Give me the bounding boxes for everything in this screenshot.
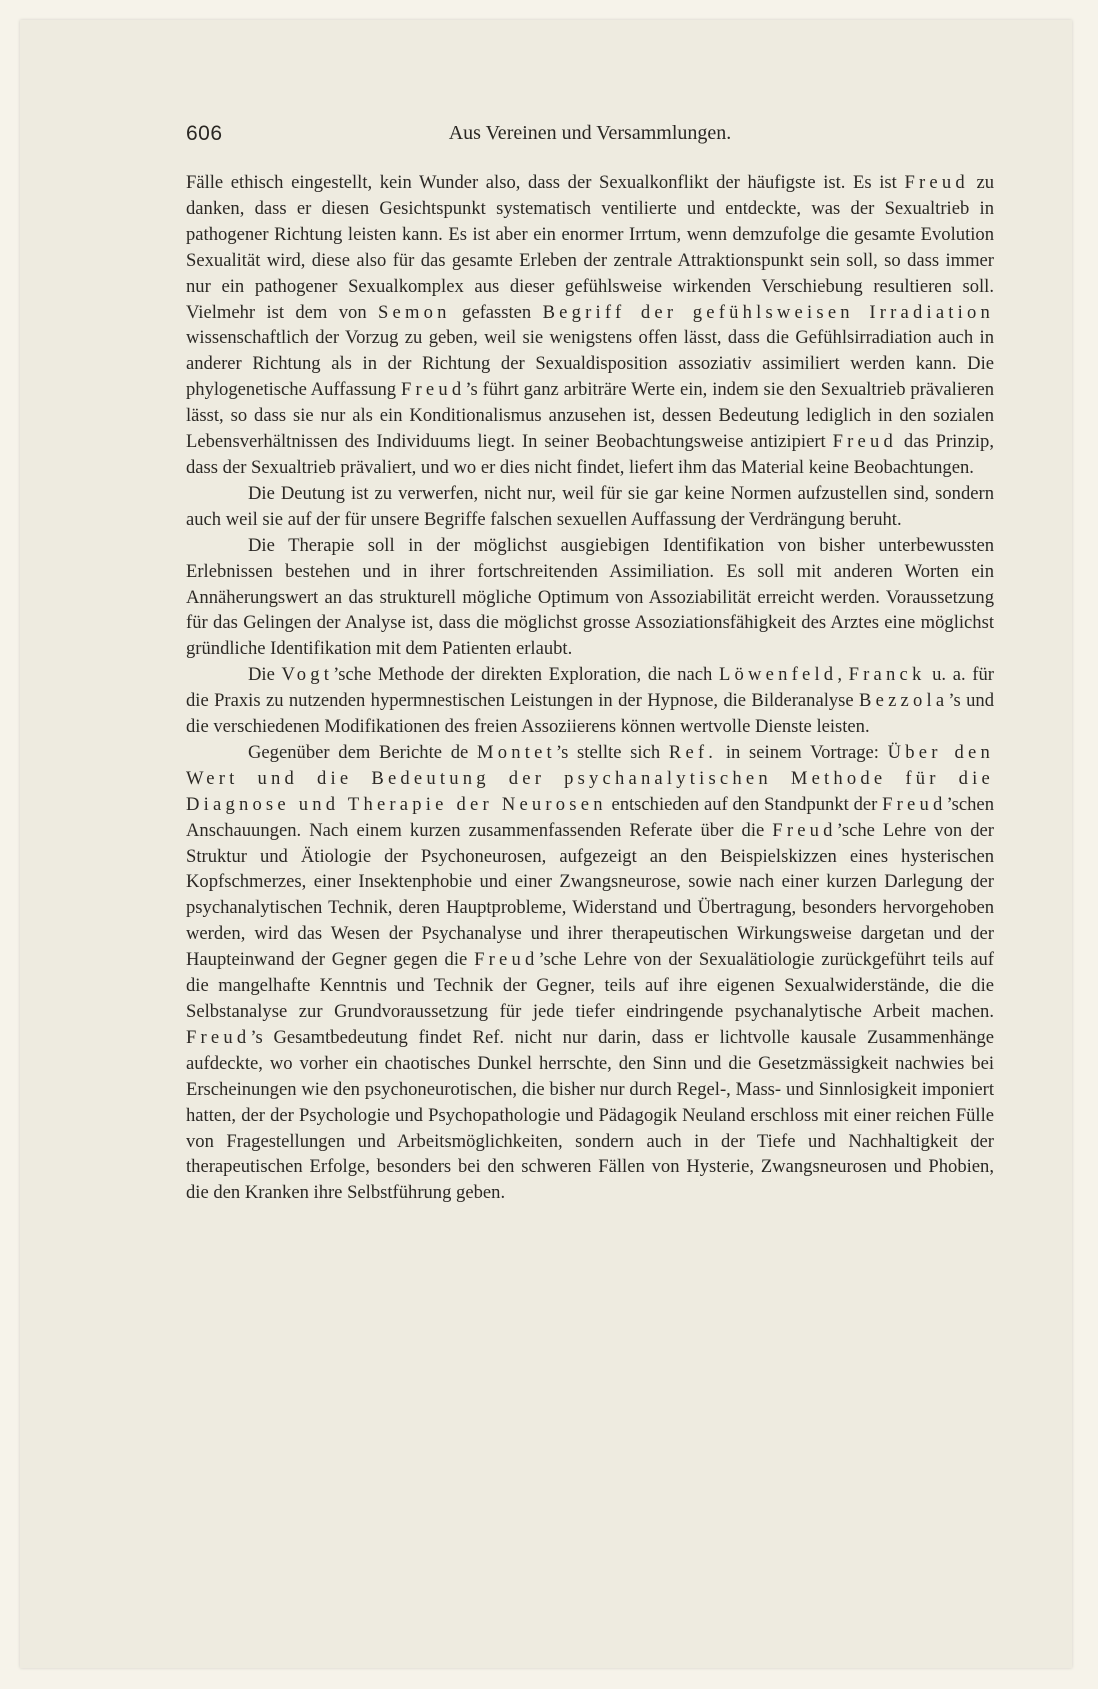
text-run: ’schen Anschauungen. Nach einem kurzen zusammenfassenden Referate über die <box>186 793 994 841</box>
text-run: Fälle ethisch eingestellt, kein Wunder also, dass der Sexualkonflikt der häufigste ist. Es ist <box>186 172 905 193</box>
spaced-emphasis: Begriff der gefühlsweisen Irradiation <box>542 301 994 323</box>
spaced-emphasis: Über den Wert und die Bedeutung der psychanalytischen Methode für die Diagnose und Therapie der Neurosen <box>186 741 995 815</box>
spaced-emphasis: Ref. <box>668 741 718 763</box>
paragraph <box>186 662 994 740</box>
text-run: , <box>837 664 849 686</box>
text-run: ’sche Lehre von der Struktur und Ätiologie der Psychoneurosen, aufgezeigt an den Beispielskizzen eines hysterischen Kopfschmerzes, einer Insektenphobie und einer Zwangsneurose, sowie nach einer kurzen Darlegung der psychanalytischen Technik, deren Hauptprobleme, Widerstand und Übertragung, besonders hervorgehoben werden, wird das Wesen der Psychanalyse und ihrer therapeutischen Wirkungsweise dargetan und der Haupteinwand der Gegner gegen die <box>186 819 994 971</box>
paragraph <box>186 170 994 481</box>
text-run: Die <box>248 664 282 686</box>
spaced-emphasis: Bezzola <box>859 690 949 712</box>
text-run: wissenschaftlich der Vorzug zu geben, weil sie wenigstens offen lässt, dass die Gefühlsirradiation auch in anderer Richtung als in der Richtung der Sexualdisposition assoziativ assimiliert werden kann. Die phylogenetische Auffassung <box>186 327 994 401</box>
spaced-emphasis: Franck <box>848 664 926 686</box>
paragraph <box>186 740 994 1206</box>
text-run: entschieden auf den Standpunkt der <box>606 793 883 815</box>
text-run: zu danken, dass er diesen Gesichtspunkt systematisch ventilierte und entdeckte, was der Sexualtrieb in pathogener Richtung leisten kann. Es ist aber ein enormer Irrtum, wenn demzufolge die gesamte Evolution Sexualität wird, diese also für das gesamte Erleben der zentrale Attraktionspunkt sein soll, so dass immer nur ein pathogener Sexualkomplex aus dieser gefühlsweise wirkenden Verschiebung resultieren soll. Vielmehr ist dem von <box>186 172 994 323</box>
text-run: in seinem Vortrage: <box>717 741 888 763</box>
text-run: Gegenüber dem Berichte de <box>248 741 477 763</box>
spaced-emphasis: Freud <box>882 793 947 815</box>
page-number: 606 <box>186 122 223 145</box>
running-title: Aus Vereinen und Versammlungen. <box>448 122 732 144</box>
spaced-emphasis: Freud <box>400 379 466 401</box>
body-text <box>186 170 994 1206</box>
paragraph <box>186 481 994 533</box>
spaced-emphasis: Freud <box>772 819 837 841</box>
text-run: u. a. für die Praxis zu nutzenden hypermnestischen Leistungen in der Hypnose, die Bilderanalyse <box>186 664 994 712</box>
spaced-emphasis: Freud <box>904 172 969 193</box>
text-run: ’s stellte sich <box>555 741 669 763</box>
spaced-emphasis: Semon <box>378 301 451 323</box>
spaced-emphasis: Freud <box>186 1026 251 1048</box>
spaced-emphasis: Montet <box>477 741 556 763</box>
spaced-emphasis: Freud <box>474 949 539 971</box>
page-header <box>186 122 994 152</box>
text-run: Die Therapie soll in der möglichst ausgiebigen Identifikation von bisher unterbewussten Erlebnissen bestehen und in ihrer fortschreitenden Assimiliation. Es soll mit anderen Worten ein Annäherungswert an das strukturell mögliche Optimum von Assoziabilität erreicht werden. Voraussetzung für das Gelingen der Analyse ist, dass die möglichst grosse Assoziationsfähigkeit des Arztes eine möglichst gründliche Identifikation mit dem Patienten erlaubt. <box>186 534 994 660</box>
text-run: ’s und die verschiedenen Modifikationen des freien Assoziierens können wertvolle Dienste leisten. <box>186 690 994 738</box>
text-run: gefassten <box>450 301 543 323</box>
text-run: das Prinzip, dass der Sexualtrieb prävaliert, und wo er dies nicht findet, liefert ihm das Material keine Beobachtungen. <box>186 431 994 478</box>
text-run: ’s führt ganz arbiträre Werte ein, indem sie den Sexualtrieb prävalieren lässt, so dass sie nur als ein Konditionalismus anzusehen ist, dessen Bedeutung lediglich in den sozialen Lebensverhältnissen des Individuums liegt. In seiner Beobachtungsweise antizipiert <box>186 379 994 453</box>
text-run: ’s Gesamtbedeutung findet Ref. nicht nur darin, dass er lichtvolle kausale Zusammenhänge aufdeckte, wo vorher ein chaotisches Dunkel herrschte, den Sinn und die Gesetzmässigkeit nachwies bei Erscheinungen wie den psychoneurotischen, die bisher nur durch Regel-, Mass- und Sinnlosigkeit imponiert hatten, der der Psychologie und Psychopathologie und Pädagogik Neuland erschloss mit einer reichen Fülle von Fragestellungen und Arbeitsmöglichkeiten, sondern auch in der Tiefe und Nachhaltigkeit der therapeutischen Erfolge, besonders bei den schweren Fällen von Hysterie, Zwangsneurosen und Phobien, die den Kranken ihre Selbstführung geben. <box>186 1026 994 1204</box>
text-run: Die Deutung ist zu verwerfen, nicht nur, weil für sie gar keine Normen aufzustellen sind, sondern auch weil sie auf der für unsere Begriffe falschen sexuellen Auffassung der Verdrängung beruht. <box>186 482 994 530</box>
paragraph <box>186 533 994 663</box>
spaced-emphasis: Löwenfeld <box>718 664 838 686</box>
spaced-emphasis: Freud <box>832 431 897 453</box>
spaced-emphasis: Vogt <box>281 664 334 686</box>
text-run: ’sche Lehre von der Sexualätiologie zurückgeführt teils auf die mangelhafte Kenntnis und Technik der Gegner, teils auf ihre eigenen Sexualwiderstände, die die Selbstanalyse zur Grundvoraussetzung für jede tiefer eindringende psychanalytische Arbeit machen. <box>186 949 994 1022</box>
text-run: ’sche Methode der direkten Exploration, die nach <box>333 664 719 686</box>
